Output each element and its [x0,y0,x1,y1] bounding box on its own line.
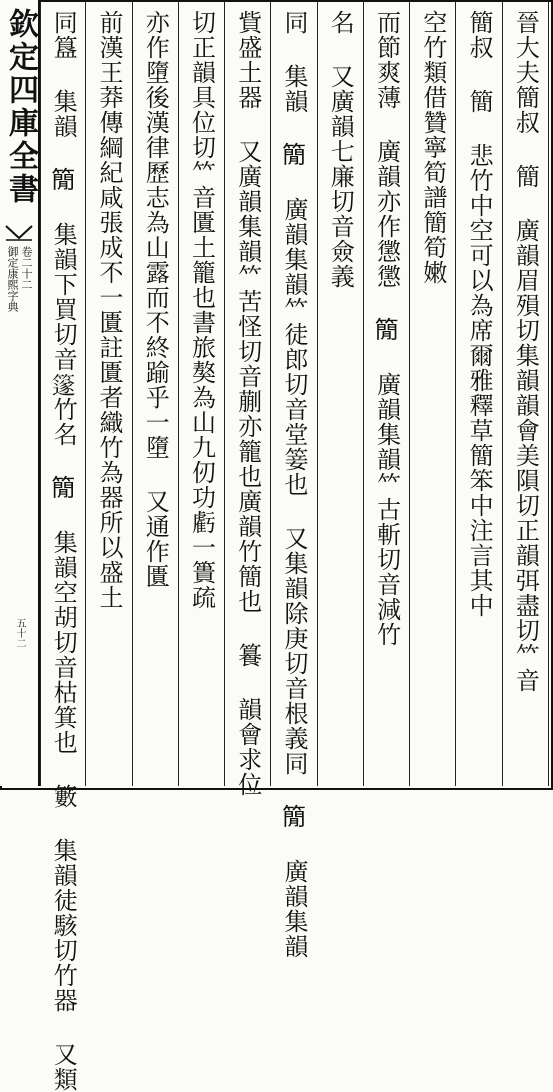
text-columns [40,2,549,1092]
text-column [503,2,549,786]
book-label [4,246,34,312]
text-column [133,2,179,786]
volume-label: 卷二十二 [20,246,33,290]
text-column [364,2,410,786]
fishtail-ornament [2,224,36,244]
column-text: 亦作墮後漢律歷志為山露而不終踰乎一墮 又通作匱 [141,10,170,589]
text-column [40,2,86,1092]
column-text: 名 又廣韻七廉切音僉義 [326,10,355,289]
margin-banner [0,0,40,786]
column-text: 晉大夫簡叔 簡 廣韻眉殞切集韻韻會美隕切正韻弭盡切𥫗音 [511,10,540,693]
column-text: 貲盛土器 又廣韻集韻𥫗苦怪切音蒯亦籠也廣韻竹簡也 籑 韻會求位 [233,10,262,797]
column-text: 空竹類借贊寧筍譜簡筍嫩 [418,10,447,285]
text-column [410,2,456,786]
column-text: 同簋 集韻 𥳑 集韻下買切音𥴦竹名 𥳑 集韻空胡切音枯箕也 籔 集韻徒駭切竹器 又類 [49,10,78,1092]
text-column [86,2,132,786]
column-text: 前漢王莽傳綱紀咸張成不一匱註匱者織竹為器所以盛土 [94,10,123,610]
collection-title: 欽定四庫全書 [3,8,38,206]
book-title: 御定康熙字典 [6,246,19,312]
text-column [179,2,225,786]
column-text: 同 集韻 𥳑 廣韻集韻𥫗徒郎切音堂䈉也 又集韻除庚切音根義同 𥳑 廣韻集韻 [280,10,309,959]
text-column [225,2,271,797]
text-column [456,2,502,786]
column-text: 而節爽薄 廣韻亦作懲懲 𥳑 廣韻集韻𥫗古斬切音減竹 [372,10,401,647]
column-text: 切正韻具位切𥫗音匱土籠也書旅獒為山九仞功虧一簣疏 [187,10,216,610]
page-number: 五十二 [14,618,25,648]
fishtail-icon [4,224,34,242]
page-number-area [4,618,34,648]
column-text: 簡叔 簡 悲竹中空可以為席爾雅釋草簡笨中注言其中 [465,10,494,618]
text-column [271,2,317,959]
text-column [318,2,364,786]
